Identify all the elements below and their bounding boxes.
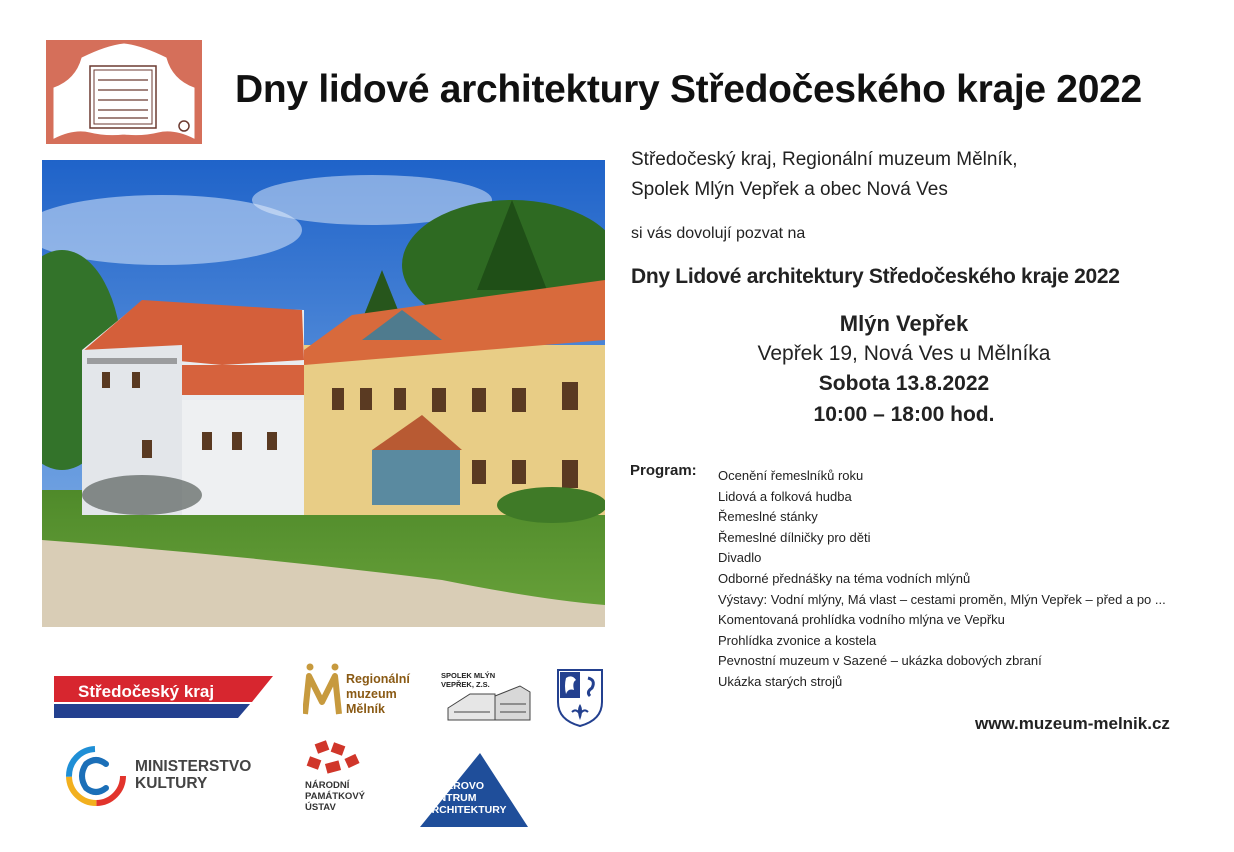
npu-line-1: NÁRODNÍ [305, 780, 350, 791]
list-item: Lidová a folková hudba [718, 488, 852, 504]
list-item: Komentovaná prohlídka vodního mlýna ve Vepřku [718, 612, 1005, 628]
kca-line-1: KOTĚROVO [424, 780, 485, 792]
program-label: Program: [630, 462, 697, 479]
npu-text [305, 780, 365, 813]
mk-line-1: MINISTERSTVO [135, 758, 252, 775]
mk-line-2: KULTURY [135, 775, 208, 792]
svg-text:VEPŘEK, Z.S.: VEPŘEK, Z.S. [441, 680, 490, 689]
regionalni-muzeum-text [346, 672, 410, 717]
list-item: Prohlídka zvonice a kostela [718, 632, 877, 648]
event-logo [46, 40, 202, 144]
stredocesky-kraj-text: Středočeský kraj [78, 682, 215, 701]
list-item: Ukázka starých strojů [718, 673, 843, 689]
npu-line-3: ÚSTAV [305, 802, 336, 813]
kca-text [424, 780, 506, 816]
rmm-line-3: Mělník [346, 702, 385, 716]
list-item: Ocenění řemeslníků roku [718, 468, 864, 483]
ministerstvo-kultury-logo [66, 746, 126, 806]
npu-logo [304, 740, 366, 778]
list-item: Výstavy: Vodní mlýny, Má vlast – cestami proměn, Mlýn Vepřek – před a po ... [718, 591, 1166, 607]
event-title: Dny Lidové architektury Středočeského kraje 2022 [631, 265, 1120, 288]
venue-address: Vepřek 19, Nová Ves u Mělníka [757, 342, 1051, 365]
stredocesky-kraj-logo [54, 676, 273, 718]
organizers-line-1: Středočeský kraj, Regionální muzeum Mělník, [631, 149, 1018, 170]
rmm-line-2: muzeum [346, 687, 397, 701]
npu-line-2: PAMÁTKOVÝ [305, 791, 365, 802]
event-date: Sobota 13.8.2022 [818, 372, 990, 395]
invite-text: si vás dovolují pozvat na [631, 225, 806, 242]
spolek-mlyn-logo [440, 668, 532, 726]
list-item: Řemeslné dílničky pro děti [718, 529, 871, 545]
list-item: Divadlo [718, 550, 762, 566]
event-time: 10:00 – 18:00 hod. [813, 403, 995, 426]
website-link[interactable]: www.muzeum-melnik.cz [975, 714, 1170, 733]
list-item: Odborné přednášky na téma vodních mlýnů [718, 570, 971, 586]
organizers-line-2: Spolek Mlýn Vepřek a obec Nová Ves [631, 179, 948, 200]
rmm-line-1: Regionální [346, 672, 410, 686]
ministerstvo-kultury-text [135, 758, 251, 792]
program-list [718, 466, 1166, 693]
svg-text:SPOLEK MLÝN: SPOLEK MLÝN [441, 671, 496, 680]
nova-ves-crest-icon [556, 668, 604, 728]
list-item: Řemeslné stánky [718, 509, 818, 525]
venue-name: Mlýn Vepřek [839, 311, 969, 336]
kca-line-3: ARCHITEKTURY [424, 804, 507, 816]
mill-photo [42, 160, 605, 627]
page-title: Dny lidové architektury Středočeského kraje 2022 [235, 68, 1142, 111]
kca-line-2: CENTRUM [424, 792, 477, 804]
list-item: Pevnostní muzeum v Sazené – ukázka dobových zbraní [718, 653, 1042, 669]
